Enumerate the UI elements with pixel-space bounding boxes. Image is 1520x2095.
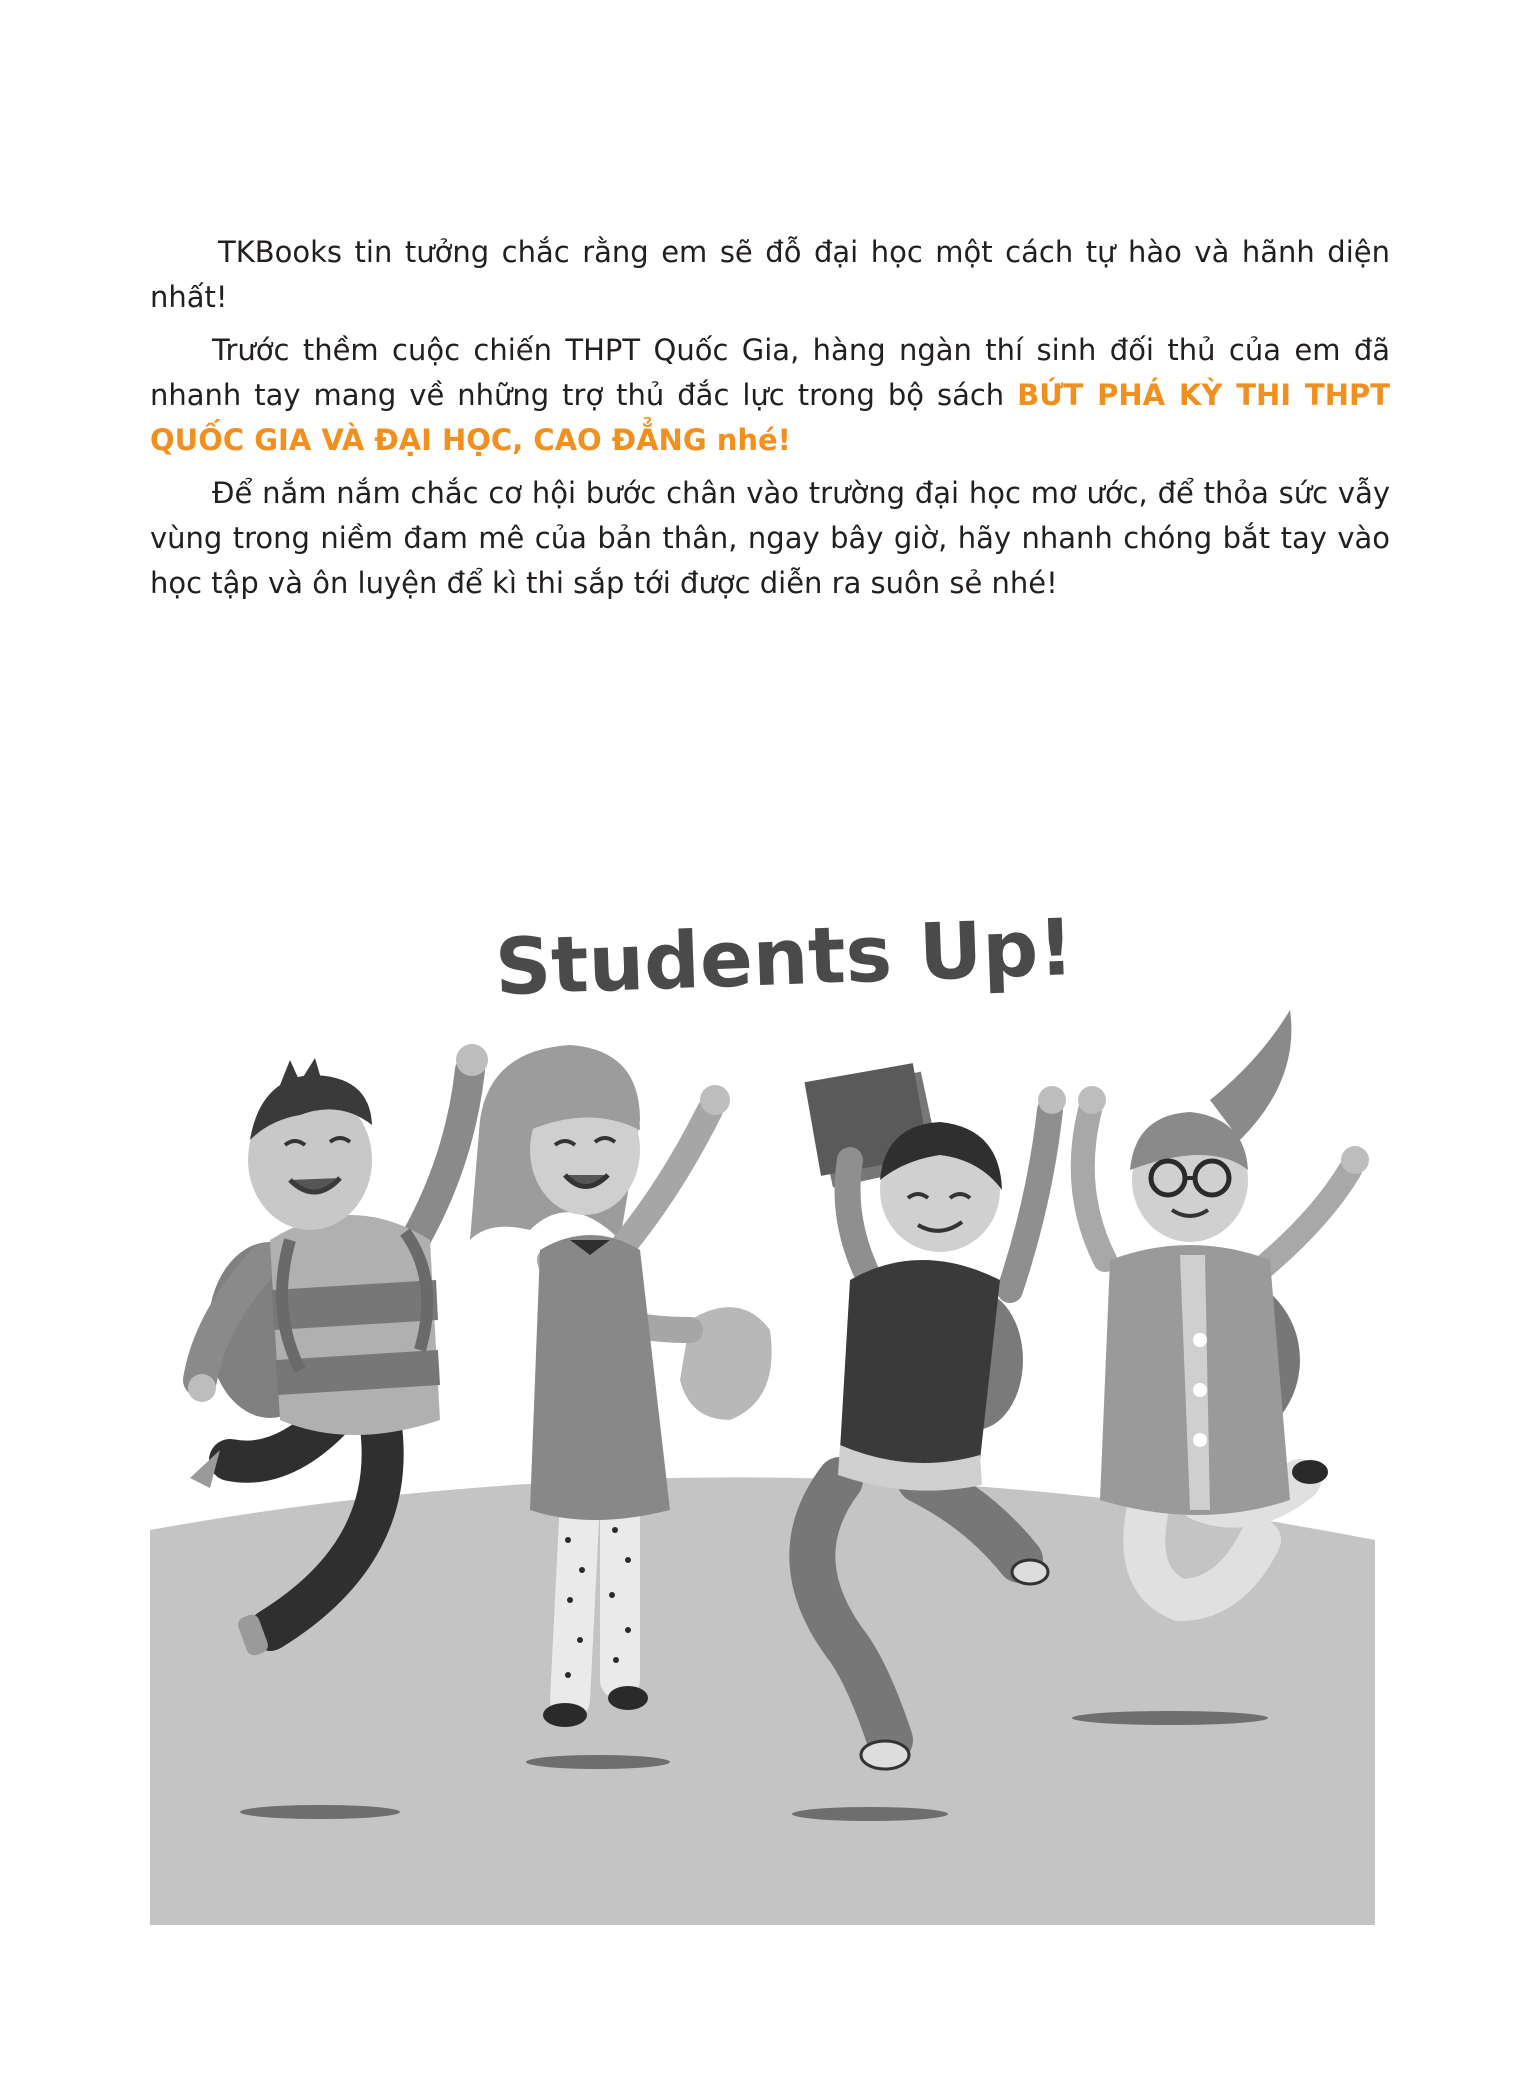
paragraph-3: Để nắm nắm chắc cơ hội bước chân vào trường đại học mơ ước, để thỏa sức vẫy vùng trong niềm đam mê của bản thân, ngay bây giờ, hãy nhanh chóng bắt tay vào học tập và ôn luyện để kì thi sắp tới được diễn ra suôn sẻ nhé! (150, 476, 1390, 600)
illustration-title: Students Up! (493, 903, 1076, 1014)
shadow-3 (792, 1807, 948, 1821)
paragraph-2 (150, 328, 1390, 463)
paragraph-2-text: Trước thềm cuộc chiến THPT Quốc Gia, hàng ngàn thí sinh đối thủ của em đã nhanh tay mang về những trợ thủ đắc lực trong bộ sách (150, 333, 1390, 412)
students-jumping-illustration (150, 860, 1375, 1925)
ground-area (150, 1477, 1375, 1925)
intro-text (150, 230, 1390, 614)
paragraph-1: TKBooks tin tưởng chắc rằng em sẽ đỗ đại học một cách tự hào và hãnh diện nhất! (150, 235, 1390, 314)
shadow-1 (240, 1805, 400, 1819)
shadow-4 (1072, 1711, 1268, 1725)
shadow-2 (526, 1755, 670, 1769)
book-series-highlight: BỨT PHÁ KỲ THI THPT QUỐC GIA VÀ ĐẠI HỌC, CAO ĐẲNG nhé! (150, 378, 1390, 457)
